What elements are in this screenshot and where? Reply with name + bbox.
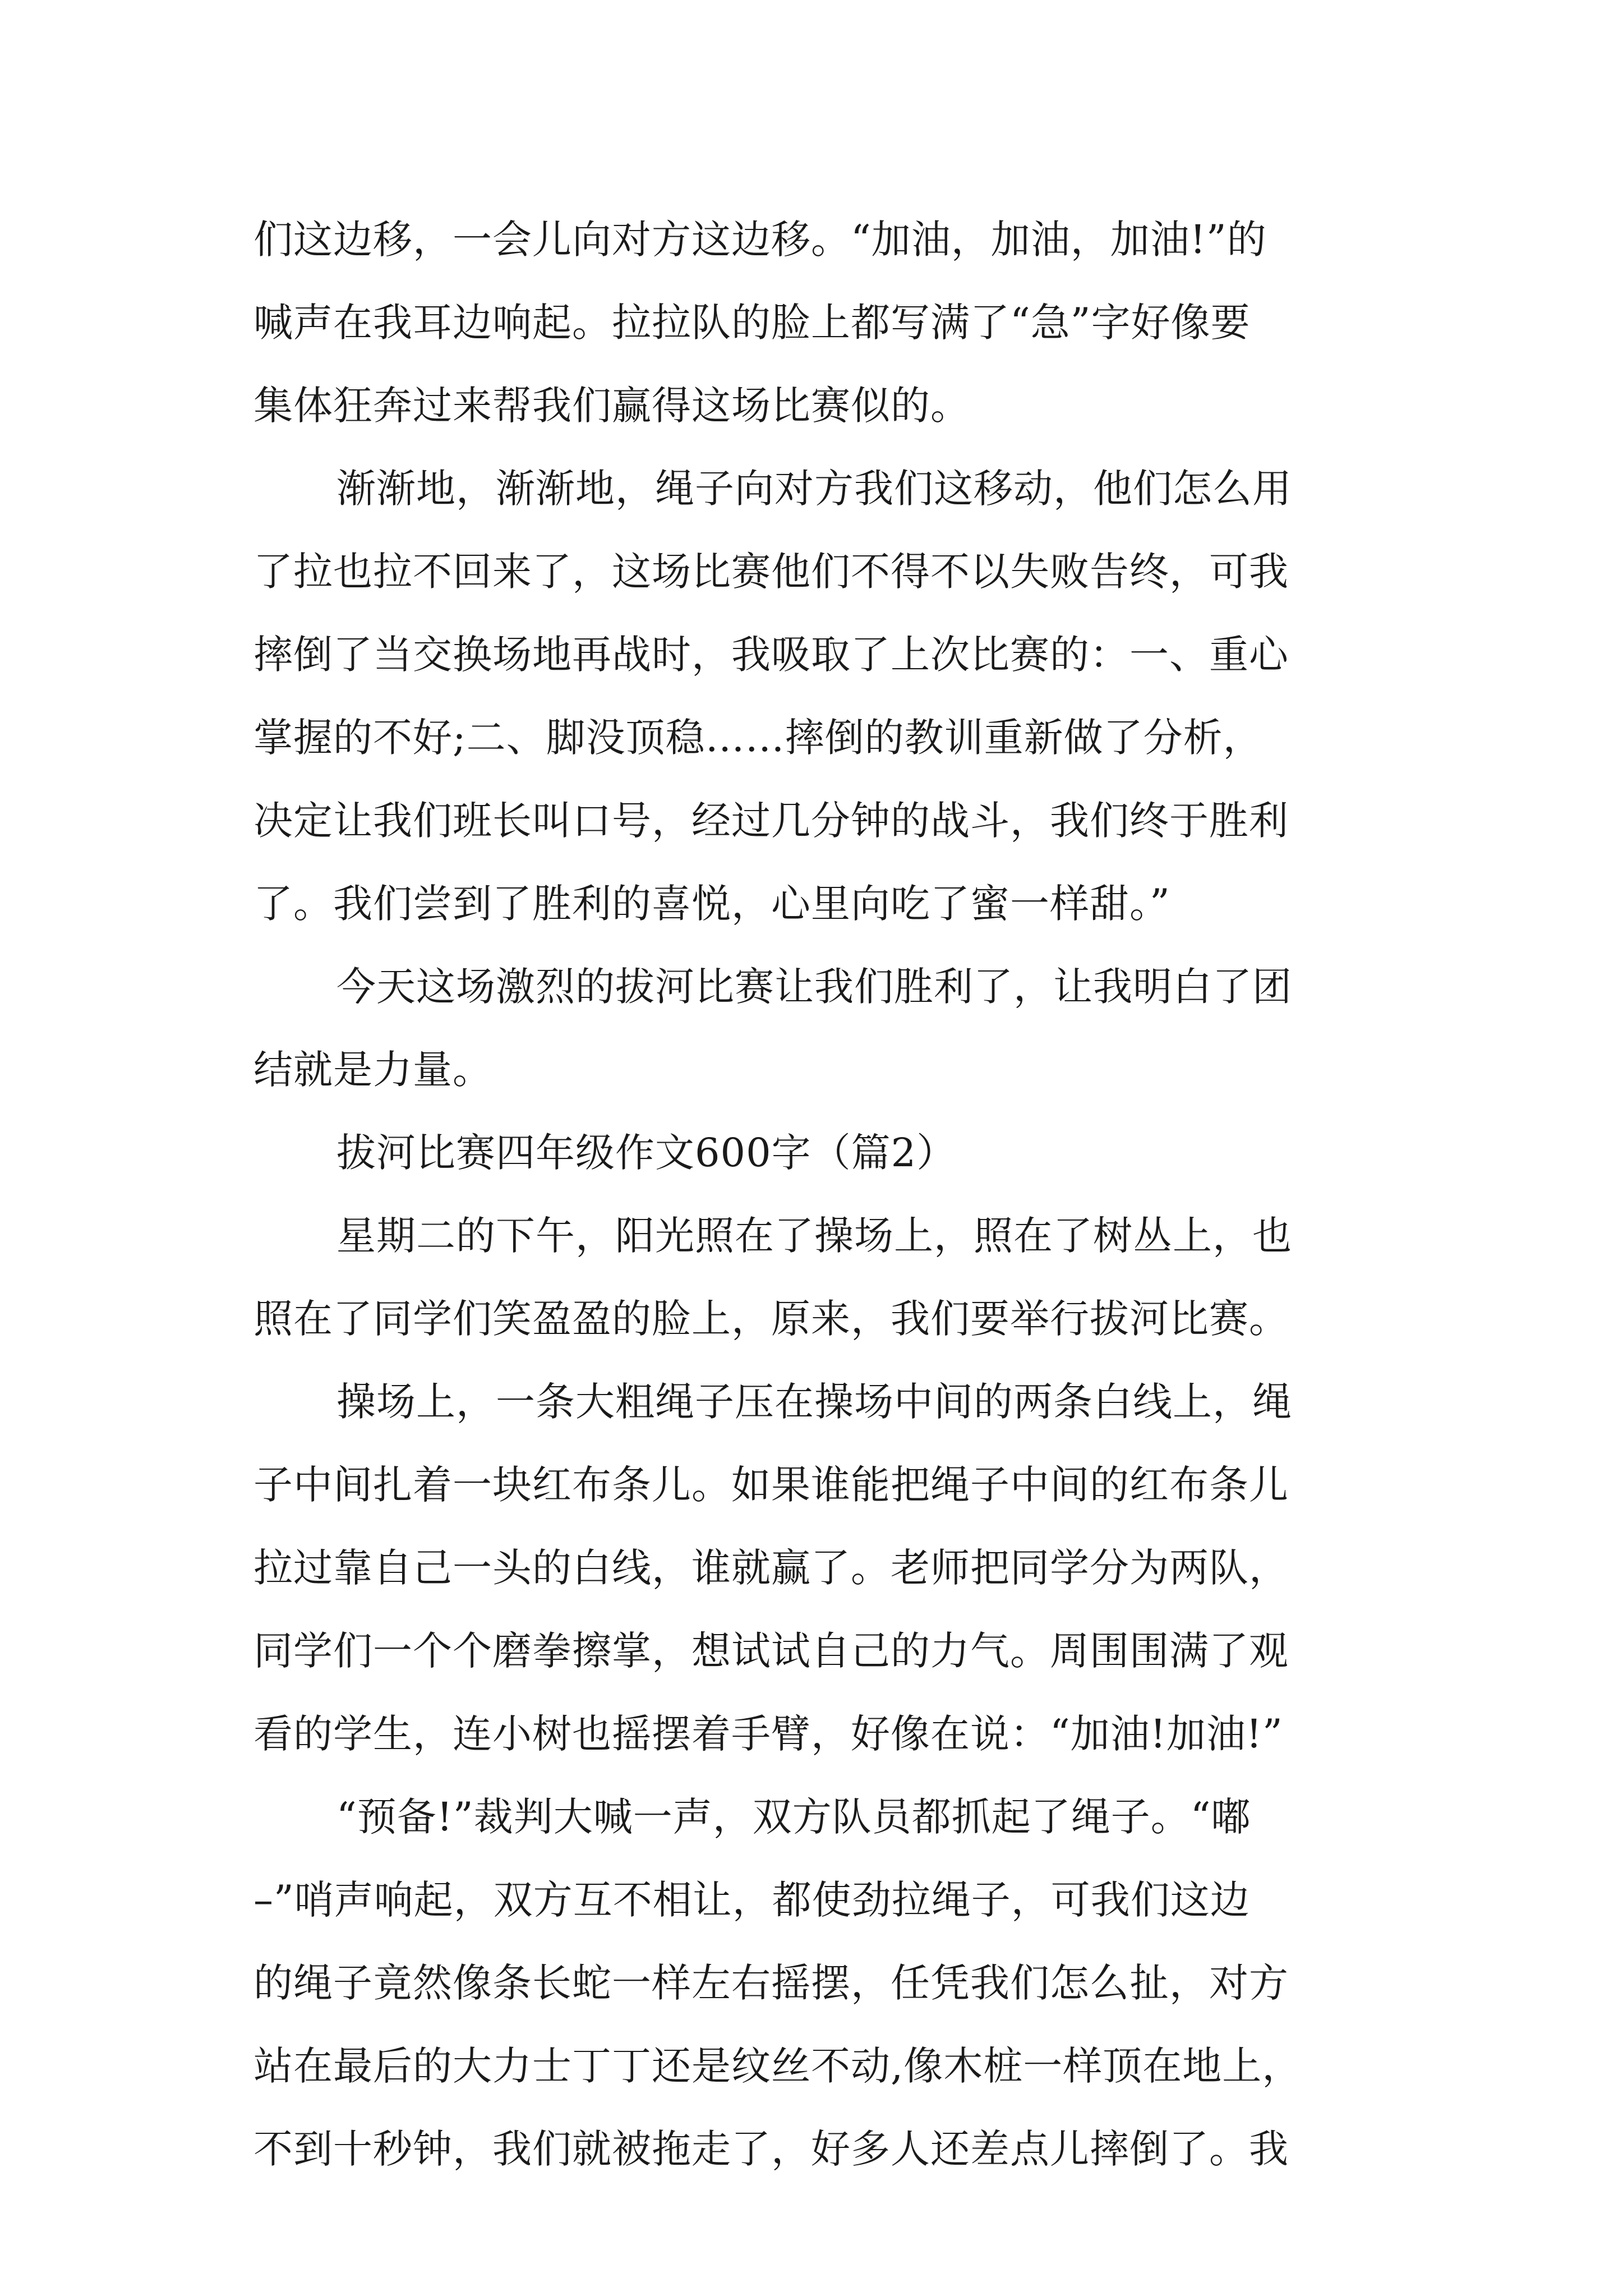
text-line: 们这边移，一会儿向对方这边移。“加油，加油，加油!”的: [253, 217, 1267, 263]
text-line: 结就是力量。: [253, 1047, 492, 1093]
text-line: 今天这场激烈的拔河比赛让我们胜利了，让我明白了团: [336, 964, 1292, 1010]
text-line: 渐渐地，渐渐地，绳子向对方我们这移动，他们怎么用: [336, 466, 1292, 512]
text-line: 同学们一个个磨拳擦掌，想试试自己的力气。周围围满了观: [253, 1628, 1289, 1674]
section-heading: 拔河比赛四年级作文600字（篇2）: [336, 1130, 957, 1176]
text-line: –”哨声响起，双方互不相让，都使劲拉绳子，可我们这边: [253, 1877, 1250, 1923]
text-line: 操场上，一条大粗绳子压在操场中间的两条白线上，绳: [336, 1379, 1292, 1425]
text-line: 摔倒了当交换场地再战时，我吸取了上次比赛的：一、重心: [253, 632, 1289, 678]
text-line: 站在最后的大力士丁丁还是纹丝不动,像木桩一样顶在地上，: [253, 2043, 1302, 2089]
text-line: “预备!”裁判大喊一声，双方队员都抓起了绳子。“嘟: [336, 1794, 1251, 1840]
text-line: 看的学生，连小树也摇摆着手臂，好像在说：“加油!加油!”: [253, 1711, 1283, 1757]
text-line: 拉过靠自己一头的白线，谁就赢了。老师把同学分为两队，: [253, 1545, 1289, 1591]
text-line: 决定让我们班长叫口号，经过几分钟的战斗，我们终于胜利: [253, 798, 1289, 844]
text-line: 喊声在我耳边响起。拉拉队的脸上都写满了“急”字好像要: [253, 300, 1251, 346]
text-line: 照在了同学们笑盈盈的脸上，原来，我们要举行拔河比赛。: [253, 1296, 1289, 1342]
text-line: 子中间扎着一块红布条儿。如果谁能把绳子中间的红布条儿: [253, 1462, 1289, 1508]
text-line: 星期二的下午，阳光照在了操场上，照在了树丛上，也: [336, 1213, 1292, 1259]
text-line: 掌握的不好;二、脚没顶稳……摔倒的教训重新做了分析，: [253, 715, 1263, 761]
text-line: 的绳子竟然像条长蛇一样左右摇摆，任凭我们怎么扯，对方: [253, 1960, 1289, 2006]
text-line: 了拉也拉不回来了，这场比赛他们不得不以失败告终，可我: [253, 549, 1289, 595]
text-line: 了。我们尝到了胜利的喜悦，心里向吃了蜜一样甜。”: [253, 881, 1170, 927]
text-line: 不到十秒钟，我们就被拖走了，好多人还差点儿摔倒了。我: [253, 2126, 1289, 2172]
text-line: 集体狂奔过来帮我们赢得这场比赛似的。: [253, 383, 970, 429]
